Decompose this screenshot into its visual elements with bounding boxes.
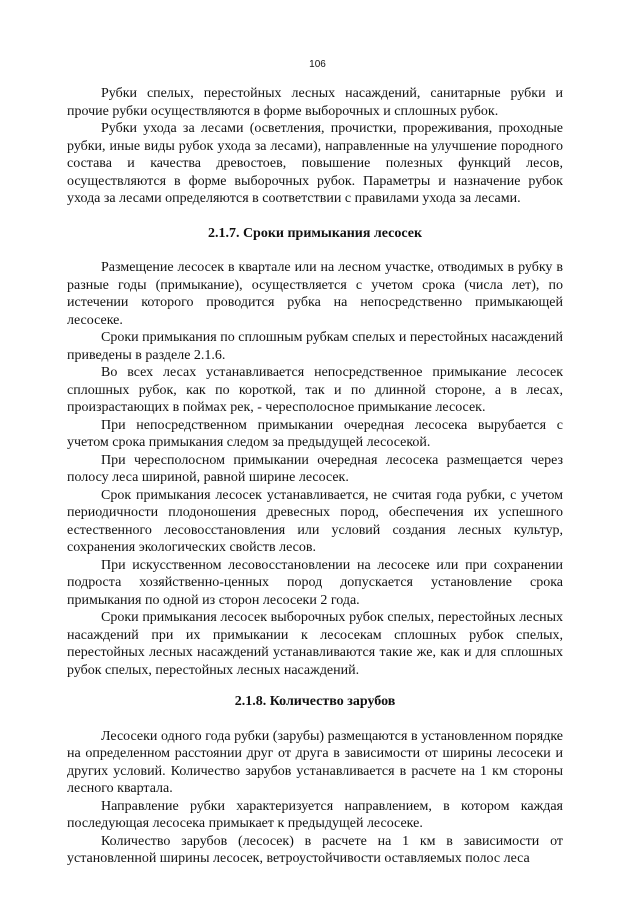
paragraph: Сроки примыкания по сплошным рубкам спелых и перестойных насаждений приведены в разделе 2.1.6. <box>67 330 563 363</box>
paragraph: При непосредственном примыкании очередная лесосека вырубается с учетом срока примыкания следом за предыдущей лесосекой. <box>67 417 563 450</box>
paragraph: Рубки ухода за лесами (осветления, прочистки, прореживания, проходные рубки, иные виды рубок ухода за лесами), направленные на улучшение породного состава и качества древостоев, повышение полезных функций лесов, осуществляются в форме выборочных рубок. Параметры и назначение рубок ухода за лесами определяются в соответствии с правилами ухода за лесами. <box>67 121 563 206</box>
document-body <box>67 85 563 868</box>
paragraph: При чересполосном примыкании очередная лесосека размещается через полосу леса шириной, равной ширине лесосек. <box>67 452 563 485</box>
paragraph: Лесосеки одного года рубки (зарубы) размещаются в установленном порядке на определенном расстоянии друг от друга в зависимости от ширины лесосеки и других условий. Количество зарубов устанавливается в расчете на 1 км стороны лесного квартала. <box>67 728 563 796</box>
paragraph: Рубки спелых, перестойных лесных насаждений, санитарные рубки и прочие рубки осуществляются в форме выборочных и сплошных рубок. <box>67 86 563 119</box>
page-number: 106 <box>309 59 326 70</box>
paragraph: Количество зарубов (лесосек) в расчете на 1 км в зависимости от установленной ширины лесосек, ветроустойчивости оставляемых полос леса <box>67 833 563 866</box>
paragraph: Направление рубки характеризуется направлением, в котором каждая последующая лесосека примыкает к предыдущей лесосеке. <box>67 798 563 831</box>
paragraph: Срок примыкания лесосек устанавливается, не считая года рубки, с учетом периодичности плодоношения древесных пород, обеспечения их успешного естественного лесовосстановления или условий создания лесных культур, сохранения экологических свойств лесов. <box>67 487 563 555</box>
section-heading-2-1-8: 2.1.8. Количество зарубов <box>234 694 396 709</box>
paragraph: При искусственном лесовосстановлении на лесосеке или при сохранении подроста хозяйственно-ценных пород допускается установление срока примыкания по одной из сторон лесосеки 2 года. <box>67 557 563 608</box>
section-heading-2-1-7: 2.1.7. Сроки примыкания лесосек <box>207 225 423 241</box>
paragraph: Сроки примыкания лесосек выборочных рубок спелых, перестойных лесных насаждений при их примыкании к лесосекам сплошных рубок спелых, перестойных лесных насаждений устанавливаются такие же, как и для сплошных рубок спелых, перестойных лесных насаждений. <box>67 610 563 678</box>
paragraph: Во всех лесах устанавливается непосредственное примыкание лесосек сплошных рубок, как по короткой, так и по длинной стороне, а в лесах, произрастающих в поймах рек, - чересполосное примыкание лесосек. <box>67 365 563 415</box>
paragraph: Размещение лесосек в квартале или на лесном участке, отводимых в рубку в разные годы (примыкание), осуществляется с учетом срока (числа лет), по истечении которого проводится рубка на непосредственно примыкающей лесосеке. <box>67 260 563 328</box>
